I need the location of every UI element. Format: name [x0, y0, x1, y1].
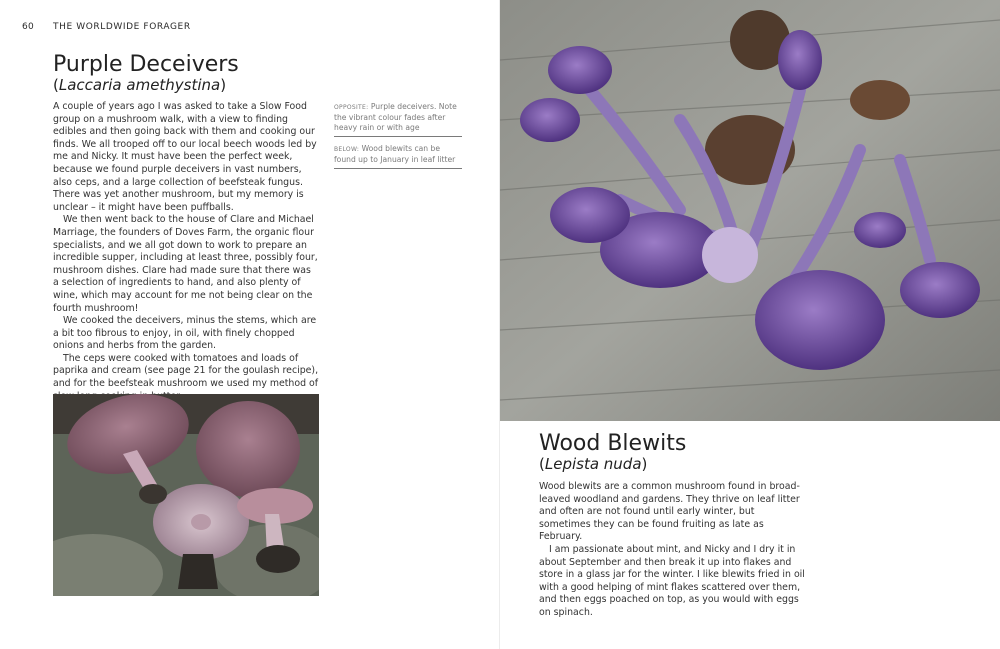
latin-name-wood-blewits: (Lepista nuda) [539, 455, 648, 473]
body-paragraph: We cooked the deceivers, minus the stems, which are a bit too fibrous to enjoy, in oil, with finely chopped onions and herbs from the garden. [53, 315, 317, 352]
body-paragraph: We then went back to the house of Clare and Michael Marriage, the founders of Doves Farm, the organic flour specialists, and we all got down to work to prepare an incredible supper, including at least three, possibly four, mushroom dishes. Clare had made sure that there was a selection of ingredients to hand, and also plenty of wine, which may account for me not being clear on the fourth mushroom! [53, 214, 318, 314]
running-head: THE WORLDWIDE FORAGER [53, 22, 191, 32]
body-paragraph: Wood blewits are a common mushroom found in broad-leaved woodland and gardens. They thrive on leaf litter and often are not found until early winter, but sometimes they can be found fruiting as late as February. [539, 481, 800, 543]
latin-name-purple-deceivers: (Laccaria amethystina) [53, 76, 227, 94]
caption-text: Purple deceivers. Note the vibrant colour fades after heavy rain or with age [334, 102, 457, 132]
caption-opposite [334, 102, 462, 137]
body-paragraph: A couple of years ago I was asked to take a Slow Food group on a mushroom walk, with a view to finding edibles and then going back with them and cooking our finds. We all trooped off to our local beech woods led by me and Nicky. It must have been the perfect week, because we found purple deceivers in vast numbers, also ceps, and a large collection of beefsteak fungus. There was yet another mushroom, but my memory is unclear – it might have been puffballs. [53, 101, 317, 213]
caption-below [334, 144, 462, 169]
body-paragraph: The ceps were cooked with tomatoes and loads of paprika and cream (see page 21 for the goulash recipe), and for the beefsteak mushroom we used my method of [53, 352, 319, 390]
caption-text: Wood blewits can be found up to January in leaf litter [334, 144, 456, 164]
page-number: 60 [22, 22, 35, 32]
section-title-purple-deceivers: Purple Deceivers [53, 52, 239, 77]
purple-deceivers-body [53, 101, 319, 403]
body-paragraph: I am passionate about mint, and Nicky and I dry it in about September and then break it up into flakes and store in a glass jar for the winter. I like blewits fried in oil with a good helping of mint flakes scattered over them, and then eggs poached on top, as you would with eggs on spinach. [539, 543, 805, 618]
section-title-wood-blewits: Wood Blewits [539, 431, 687, 456]
wood-blewits-body [539, 481, 807, 620]
caption-tag: BELOW: [334, 146, 360, 153]
purple-deceivers-photo [500, 0, 1000, 421]
wood-blewits-photo [53, 394, 319, 596]
caption-tag: OPPOSITE: [334, 104, 369, 111]
